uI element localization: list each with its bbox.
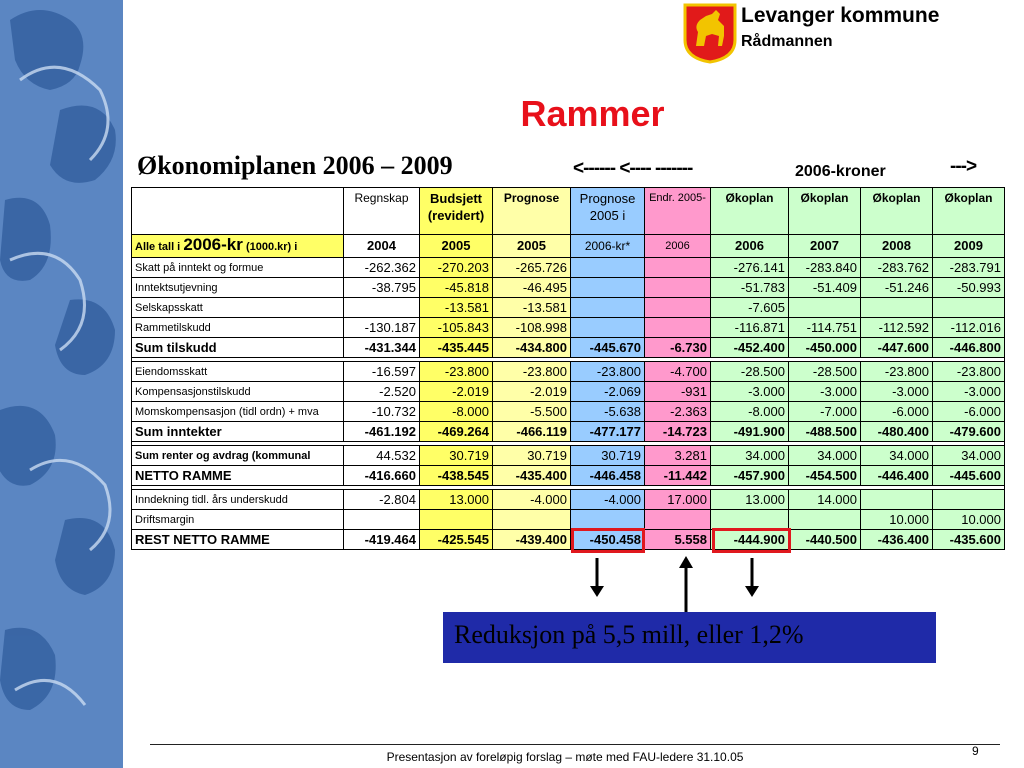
table-cell: -3.000 (933, 382, 1005, 402)
year-cell: 2004 (344, 235, 420, 258)
table-body (132, 258, 1005, 550)
row-label: Momskompensasjon (tidl ordn) + mva (132, 402, 344, 422)
table-cell: -45.818 (420, 278, 493, 298)
table-cell: 34.000 (933, 446, 1005, 466)
table-cell: -23.800 (933, 362, 1005, 382)
table-cell: -2.520 (344, 382, 420, 402)
arrow-up-icon (678, 556, 694, 614)
row-label: Selskapsskatt (132, 298, 344, 318)
header-cell: Økoplan (789, 188, 861, 235)
table-cell: -446.458 (571, 466, 645, 486)
table-cell (645, 258, 711, 278)
table-cell: 34.000 (711, 446, 789, 466)
table-cell: 30.719 (493, 446, 571, 466)
table-cell: -480.400 (861, 422, 933, 442)
table-row (132, 466, 1005, 486)
row-label: Inndekning tidl. års underskudd (132, 490, 344, 510)
table-cell (571, 298, 645, 318)
footer-text: Presentasjon av foreløpig forslag – møte med FAU-ledere 31.10.05 (386, 750, 744, 764)
row-label: Sum renter og avdrag (kommunal (132, 446, 344, 466)
table-cell: -2.363 (645, 402, 711, 422)
table-cell: -3.000 (789, 382, 861, 402)
table-cell: -38.795 (344, 278, 420, 298)
table-cell: -491.900 (711, 422, 789, 442)
table-cell: -51.409 (789, 278, 861, 298)
unit-label: 2006-kroner (795, 163, 886, 180)
organization-name: Levanger kommune (741, 4, 940, 27)
table-cell: -46.495 (493, 278, 571, 298)
table-cell: 34.000 (861, 446, 933, 466)
table-cell: -105.843 (420, 318, 493, 338)
table-cell: -479.600 (933, 422, 1005, 442)
table-cell: -447.600 (861, 338, 933, 358)
table-cell: -112.592 (861, 318, 933, 338)
table-cell: -477.177 (571, 422, 645, 442)
table-cell: -51.783 (711, 278, 789, 298)
table-cell: -431.344 (344, 338, 420, 358)
table-cell (861, 490, 933, 510)
year-cell: 2006 (711, 235, 789, 258)
row-label: Driftsmargin (132, 510, 344, 530)
units-label-c: (1000.kr) i (245, 241, 298, 253)
table-cell: -8.000 (711, 402, 789, 422)
year-cell: 2006 (645, 235, 711, 258)
table-cell (861, 298, 933, 318)
table-cell: -23.800 (861, 362, 933, 382)
table-cell: -7.605 (711, 298, 789, 318)
table-cell: 34.000 (789, 446, 861, 466)
year-cell: 2008 (861, 235, 933, 258)
units-label-b: 2006-kr (183, 235, 243, 254)
row-label: Rammetilskudd (132, 318, 344, 338)
table-cell: -454.500 (789, 466, 861, 486)
table-cell: 5.558 (645, 530, 711, 550)
highlight-okoplan-box (712, 528, 791, 553)
table-cell: 30.719 (571, 446, 645, 466)
table-row (132, 530, 1005, 550)
table-cell: -108.998 (493, 318, 571, 338)
table-cell: -276.141 (711, 258, 789, 278)
table-row (132, 402, 1005, 422)
table-cell: -7.000 (789, 402, 861, 422)
table-cell (789, 298, 861, 318)
row-label: Sum inntekter (132, 422, 344, 442)
table-cell: 10.000 (861, 510, 933, 530)
table-cell (645, 318, 711, 338)
table-cell: -435.400 (493, 466, 571, 486)
table-cell (933, 298, 1005, 318)
range-arrow-right: ---> (950, 156, 977, 177)
table-cell: -28.500 (789, 362, 861, 382)
table-cell: 13.000 (420, 490, 493, 510)
table-cell: -3.000 (861, 382, 933, 402)
table-cell: -270.203 (420, 258, 493, 278)
table-cell (571, 510, 645, 530)
table-cell: -4.000 (571, 490, 645, 510)
table-cell (571, 318, 645, 338)
table-cell: -439.400 (493, 530, 571, 550)
table-cell: -262.362 (344, 258, 420, 278)
table-cell: -435.445 (420, 338, 493, 358)
table-header-row (132, 188, 1005, 235)
table-cell: -436.400 (861, 530, 933, 550)
highlight-prognose-box (571, 528, 645, 553)
table-cell: -6.000 (861, 402, 933, 422)
table-cell: -446.800 (933, 338, 1005, 358)
table-cell: -51.246 (861, 278, 933, 298)
table-cell (711, 510, 789, 530)
table-row (132, 338, 1005, 358)
table-cell: -419.464 (344, 530, 420, 550)
row-label: Inntektsutjevning (132, 278, 344, 298)
footer-divider (150, 744, 1000, 745)
row-label: NETTO RAMME (132, 466, 344, 486)
header-cell: Prognose (493, 188, 571, 235)
arrow-down-icon (589, 558, 605, 598)
header-cell: Økoplan (711, 188, 789, 235)
header-cell: Økoplan (933, 188, 1005, 235)
table-row (132, 490, 1005, 510)
table-year-row (132, 235, 1005, 258)
table-row (132, 446, 1005, 466)
table-cell: -457.900 (711, 466, 789, 486)
row-label: Skatt på inntekt og formue (132, 258, 344, 278)
year-cell: 2009 (933, 235, 1005, 258)
table-cell: -438.545 (420, 466, 493, 486)
table-cell: -2.804 (344, 490, 420, 510)
row-label: REST NETTO RAMME (132, 530, 344, 550)
table-cell (645, 298, 711, 318)
arrow-down-icon (744, 558, 760, 598)
table-cell: -5.638 (571, 402, 645, 422)
table-cell: 30.719 (420, 446, 493, 466)
table-cell: 17.000 (645, 490, 711, 510)
header-cell: Regnskap (344, 188, 420, 235)
table-cell: -16.597 (344, 362, 420, 382)
table-cell: -283.840 (789, 258, 861, 278)
table-cell: -265.726 (493, 258, 571, 278)
table-cell: -23.800 (571, 362, 645, 382)
table-cell: 3.281 (645, 446, 711, 466)
table-cell: -445.670 (571, 338, 645, 358)
note-text: Reduksjon på 5,5 mill, eller 1,2% (454, 620, 804, 649)
table-cell: -112.016 (933, 318, 1005, 338)
table-cell: -435.600 (933, 530, 1005, 550)
year-cell: 2005 (493, 235, 571, 258)
table-cell: -445.600 (933, 466, 1005, 486)
table-cell: -931 (645, 382, 711, 402)
header-cell (132, 188, 344, 235)
table-cell: -452.400 (711, 338, 789, 358)
table-cell: -10.732 (344, 402, 420, 422)
table-cell: -444.900 (711, 530, 789, 550)
table-cell: -4.700 (645, 362, 711, 382)
table-cell: -28.500 (711, 362, 789, 382)
table-row (132, 362, 1005, 382)
table-cell: -283.762 (861, 258, 933, 278)
table-cell: -23.800 (493, 362, 571, 382)
table-row (132, 258, 1005, 278)
table-cell: -488.500 (789, 422, 861, 442)
header-cell: Prognose 2005 i (571, 188, 645, 235)
table-cell: -50.993 (933, 278, 1005, 298)
table-cell (933, 490, 1005, 510)
table-cell: -2.069 (571, 382, 645, 402)
table-cell: -466.119 (493, 422, 571, 442)
header-cell: Endr. 2005- (645, 188, 711, 235)
table-cell: -116.871 (711, 318, 789, 338)
table-cell (645, 278, 711, 298)
table-cell: -23.800 (420, 362, 493, 382)
table-cell: -416.660 (344, 466, 420, 486)
table-cell (420, 510, 493, 530)
header-cell: Økoplan (861, 188, 933, 235)
table-row (132, 298, 1005, 318)
table-cell: -11.442 (645, 466, 711, 486)
year-cell: 2007 (789, 235, 861, 258)
table-cell: 14.000 (789, 490, 861, 510)
year-cell: 2006-kr* (571, 235, 645, 258)
row-label: Sum tilskudd (132, 338, 344, 358)
table-cell: -2.019 (420, 382, 493, 402)
table-cell: -6.730 (645, 338, 711, 358)
table-cell: -13.581 (420, 298, 493, 318)
table-cell: -8.000 (420, 402, 493, 422)
year-cell: 2005 (420, 235, 493, 258)
table-cell: -450.458 (571, 530, 645, 550)
table-cell: -14.723 (645, 422, 711, 442)
table-cell (789, 510, 861, 530)
table-cell: 10.000 (933, 510, 1005, 530)
table-cell: -13.581 (493, 298, 571, 318)
table-cell: -3.000 (711, 382, 789, 402)
table-cell: -2.019 (493, 382, 571, 402)
slide-subtitle: Økonomiplanen 2006 – 2009 (137, 151, 453, 180)
table-cell: -434.800 (493, 338, 571, 358)
table-cell: -283.791 (933, 258, 1005, 278)
table-cell: -425.545 (420, 530, 493, 550)
table-cell: -4.000 (493, 490, 571, 510)
table-cell: -114.751 (789, 318, 861, 338)
table-cell (493, 510, 571, 530)
table-row (132, 510, 1005, 530)
table-cell: -446.400 (861, 466, 933, 486)
table-cell: -5.500 (493, 402, 571, 422)
units-label-a: Alle tall i (135, 241, 181, 253)
row-label: Eiendomsskatt (132, 362, 344, 382)
table-cell (571, 278, 645, 298)
table-row (132, 318, 1005, 338)
table-cell (571, 258, 645, 278)
table-cell (344, 510, 420, 530)
table-cell (344, 298, 420, 318)
row-label: Kompensasjonstilskudd (132, 382, 344, 402)
table-cell: -461.192 (344, 422, 420, 442)
horse-crest-icon (682, 2, 738, 64)
table-row (132, 422, 1005, 442)
page-number: 9 (972, 744, 979, 758)
table-cell: 13.000 (711, 490, 789, 510)
organization-unit: Rådmannen (741, 33, 833, 50)
budget-table (131, 187, 1005, 550)
table-cell: -450.000 (789, 338, 861, 358)
units-label-cell (132, 235, 344, 258)
header-cell: Budsjett (revidert) (420, 188, 493, 235)
table-cell: -469.264 (420, 422, 493, 442)
table-cell (645, 510, 711, 530)
table-cell: -440.500 (789, 530, 861, 550)
table-row (132, 278, 1005, 298)
range-arrow-left: <------ <---- ------- (573, 158, 693, 179)
table-cell: -6.000 (933, 402, 1005, 422)
table-cell: -130.187 (344, 318, 420, 338)
table-row (132, 382, 1005, 402)
table-cell: 44.532 (344, 446, 420, 466)
slide-title: Rammer (520, 93, 665, 134)
